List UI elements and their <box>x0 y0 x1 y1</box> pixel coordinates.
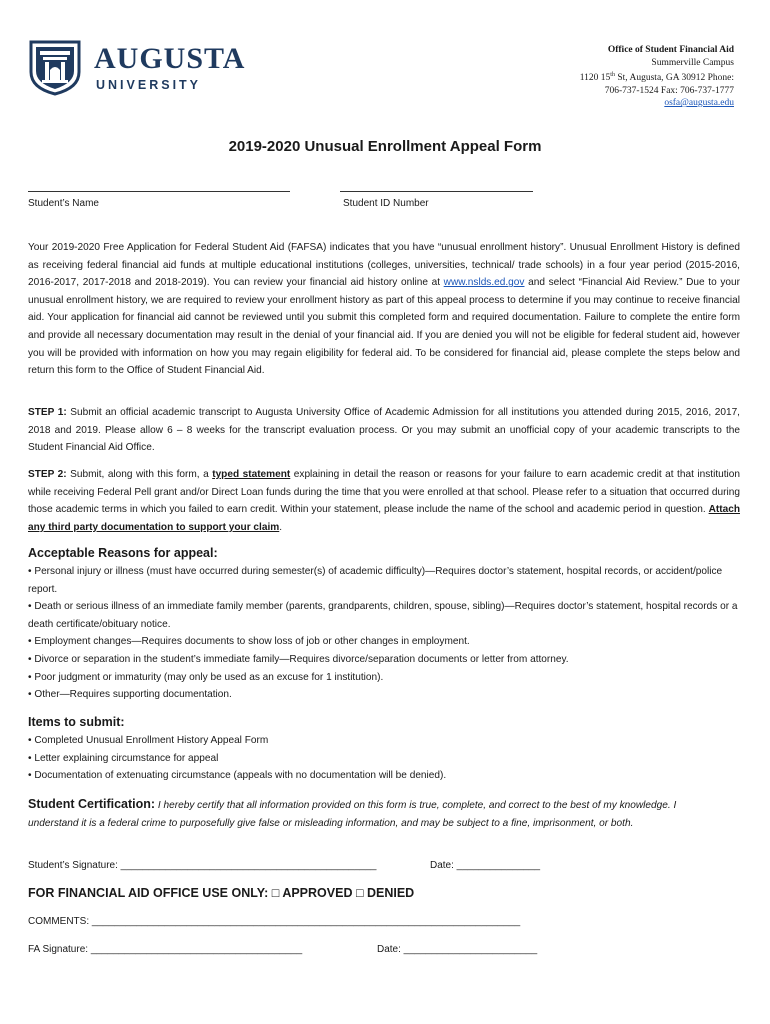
step-1: STEP 1: Submit an official academic transcript to Augusta University Office of Academic Admission for all institutions you attended during 2015, 2016, 2017, 2018 and 2019. Please allow 6 – 8 weeks for the transcript evaluation process. Or you may submit an unofficial copy of your academic transcripts to the Student Financial Aid Office. <box>28 407 740 454</box>
list-item: • Letter explaining circumstance for appeal <box>28 752 219 764</box>
augusta-university-logo <box>28 38 258 98</box>
reasons-heading: Acceptable Reasons for appeal: <box>28 546 218 560</box>
reasons-list <box>28 563 740 704</box>
list-item: • Personal injury or illness (must have occurred during semester(s) of academic difficulty)—Requires doctor’s statement, hospital records, or accident/police report. <box>28 566 723 595</box>
list-item: • Poor judgment or immaturity (may only be used as an excuse for 1 institution). <box>28 671 384 683</box>
list-item: • Completed Unusual Enrollment History Appeal Form <box>28 735 269 746</box>
office-use-heading: FOR FINANCIAL AID OFFICE USE ONLY: □ APPROVED □ DENIED <box>28 886 415 900</box>
office-contact-block <box>474 44 734 110</box>
student-signature-field[interactable]: Student’s Signature: ______________________________________________ <box>28 860 377 871</box>
logo-name: AUGUSTA <box>94 42 246 75</box>
nslds-link[interactable]: www.nslds.ed.gov <box>443 277 525 289</box>
typed-statement: typed statement <box>212 469 291 480</box>
attach-documentation: Attach any third party documentation to support your claim <box>28 504 740 533</box>
shield-icon <box>28 38 82 96</box>
list-item: • Employment changes—Requires documents to show loss of job or other changes in employment. <box>28 636 470 648</box>
address: 1120 15th St, Augusta, GA 30912 Phone: <box>579 72 734 84</box>
intro-paragraph: Your 2019-2020 Free Application for Federal Student Aid (FAFSA) indicates that you have “unusual enrollment history”. Unusual Enrollment History is defined as receiving federal financial aid funds at multiple educational institutions (colleges, universities, technical/ trade schools) in a four year period (2015-2016, 2016-2017, 2017-2018 and 2018-2019). You can review your financial aid history online at www.nslds.ed.gov and select “Financial Aid Review.” Due to your unusual enrollment history, we are required to review your enrollment history as part of this appeal process to determine if you may continue to receive financial aid. Your application for financial aid cannot be reviewed until you submit this completed form and required documentation. Failure to complete the entire form and provide all necessary documentation may result in the denial of your financial aid. If you are denied you will not be eligible for federal student aid, however you will be provided with information on how you may regain eligibility for federal aid. To be considered for financial aid, please complete the steps below and return this form to the Office of Student Financial Aid. <box>28 242 740 377</box>
list-item: • Documentation of extenuating circumstance (appeals with no documentation will be denied). <box>28 770 447 782</box>
fa-date-field[interactable]: Date: ________________________ <box>377 944 538 955</box>
student-date-field[interactable]: Date: _______________ <box>430 860 541 871</box>
items-heading: Items to submit: <box>28 715 125 729</box>
comments-field[interactable]: COMMENTS: _____________________________________________________________________________ <box>28 916 521 927</box>
list-item: • Other—Requires supporting documentation. <box>28 689 232 701</box>
office-title: Office of Student Financial Aid <box>607 45 734 55</box>
logo-subtitle: UNIVERSITY <box>96 78 202 92</box>
student-name-field[interactable] <box>28 191 290 192</box>
student-certification: Student Certification: I hereby certify that all information provided on this form is true, complete, and correct to the best of my knowledge. I understand it is a federal crime to purposefully give false or misleading information, and may be subject to a fine, imprisonment, or both. <box>28 797 677 829</box>
campus-name: Summerville Campus <box>651 57 734 68</box>
step-1-label: STEP 1: <box>28 407 67 418</box>
email-link[interactable]: osfa@augusta.edu <box>664 98 734 109</box>
phone-fax: 706-737-1524 Fax: 706-737-1777 <box>604 85 734 96</box>
items-list <box>28 732 740 785</box>
step-2: STEP 2: Submit, along with this form, a typed statement explaining in detail the reason or reasons for your failure to earn academic credit at that institution while receiving Federal Pell grant and/or Direct Loan funds during the time that you were enrolled at that school. Please refer to a situation that occurred during those academic terms in which you failed to earn credit. Within your statement, please include the name of the school and academic period in question. Attach any third party documentation to support your claim. <box>28 469 741 533</box>
student-id-field[interactable] <box>340 191 533 192</box>
list-item: • Death or serious illness of an immediate family member (parents, grandparents, children, spouse, sibling)—Requires doctor’s statement, hospital records or a death certificate/obituary notice. <box>28 601 738 630</box>
list-item: • Divorce or separation in the student’s immediate family—Requires divorce/separation documents or letter from attorney. <box>28 653 569 665</box>
student-name-label: Student’s Name <box>28 198 99 209</box>
step-2-label: STEP 2: <box>28 469 67 480</box>
fa-signature-field[interactable]: FA Signature: ______________________________________ <box>28 944 303 955</box>
page-title: 2019-2020 Unusual Enrollment Appeal Form <box>228 138 542 155</box>
certification-heading: Student Certification: <box>28 797 156 811</box>
student-id-label: Student ID Number <box>343 198 429 209</box>
